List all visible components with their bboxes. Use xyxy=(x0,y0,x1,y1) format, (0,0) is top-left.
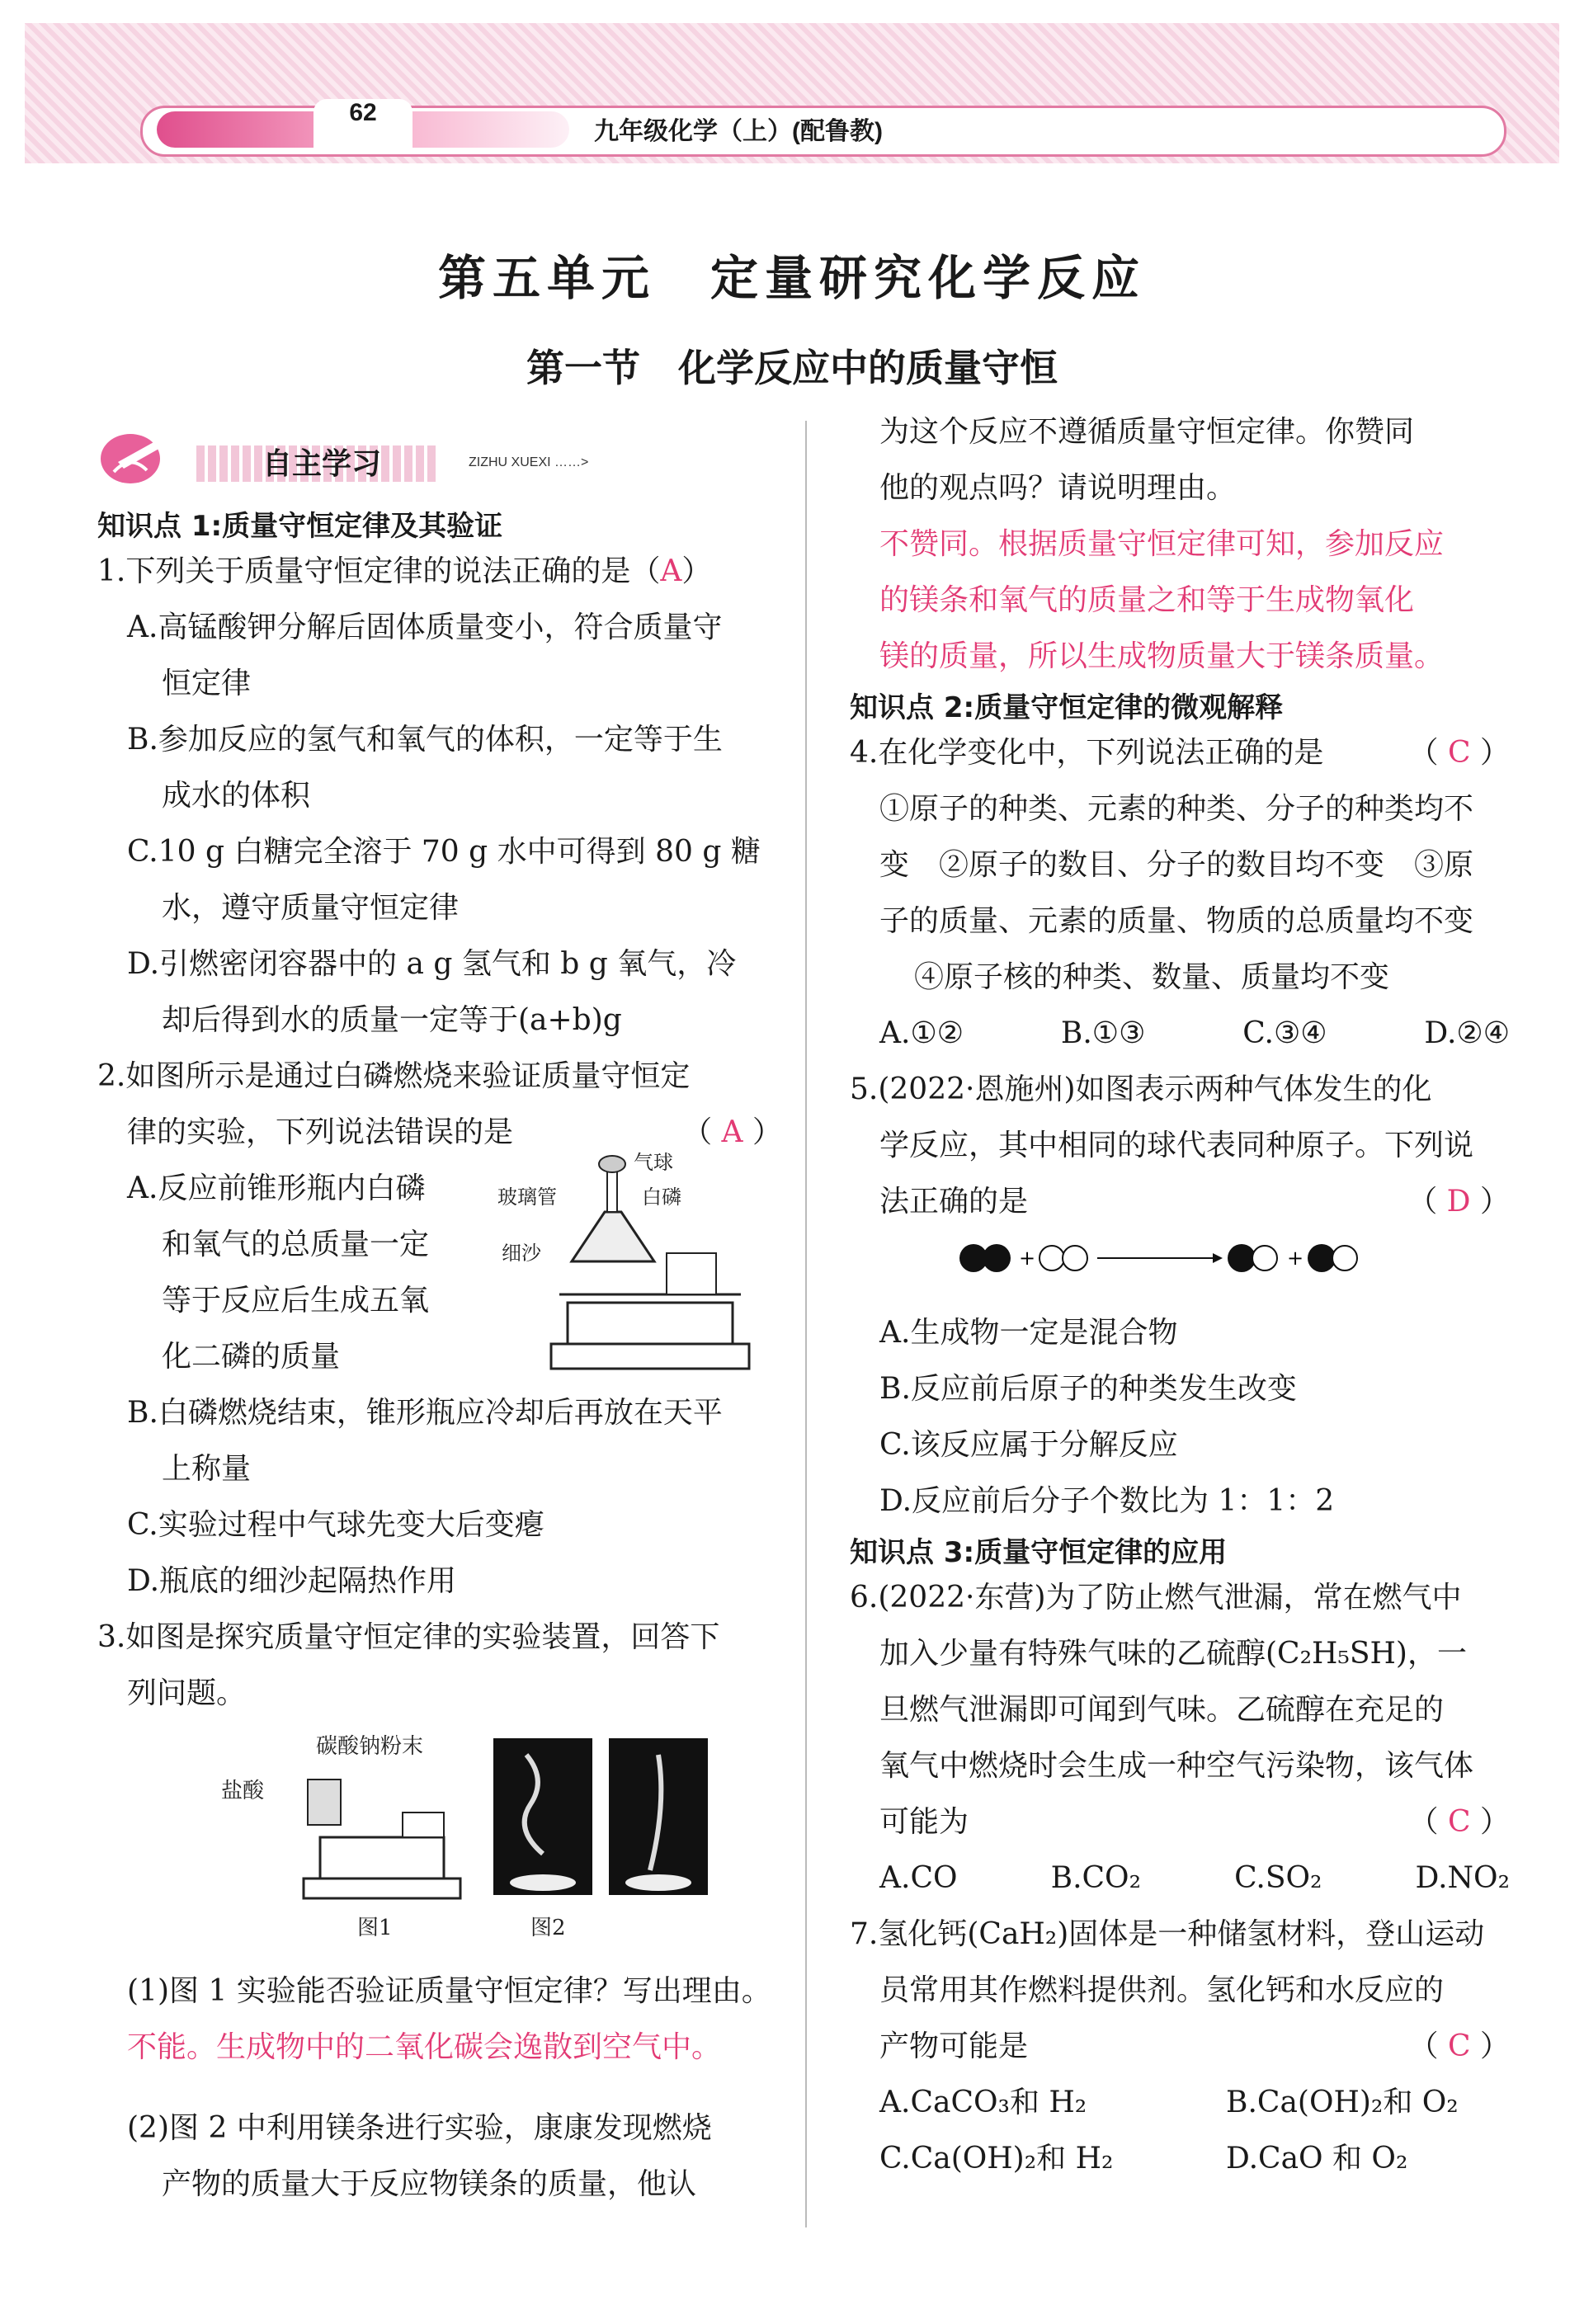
self-study-badge xyxy=(97,429,444,487)
q1-option-d: D.引燃密闭容器中的 a g 氢气和 b g 氧气，冷 xyxy=(127,947,737,981)
q7-options-cd: C.Ca(OH)₂和 H₂ D.CaO 和 O₂ xyxy=(879,2142,1408,2176)
q3-part1: (1)图 1 实验能否验证质量守恒定律？写出理由。 xyxy=(127,1974,771,2008)
label-sodium-carbonate: 碳酸钠粉末 xyxy=(316,1734,424,1759)
q5-option-d: D.反应前后分子个数比为 1：1：2 xyxy=(879,1484,1335,1518)
q3-part2-answer: 不赞同。根据质量守恒定律可知，参加反应 xyxy=(879,527,1445,561)
q7-answer: C xyxy=(1448,2029,1471,2063)
q1-option-b: B.参加反应的氢气和氧气的体积，一定等于生 xyxy=(127,723,723,757)
q3-part1-answer: 不能。生成物中的二氧化碳会逸散到空气中。 xyxy=(127,2030,722,2064)
unit-title: 第五单元 定量研究化学反应 xyxy=(437,250,1146,306)
q7-stem: 7.氢化钙(CaH₂)固体是一种储氢材料，登山运动 xyxy=(850,1917,1485,1951)
label-glass-tube: 玻璃管 xyxy=(497,1186,557,1209)
label-sand: 细沙 xyxy=(502,1242,541,1265)
q2-answer: A xyxy=(721,1115,743,1149)
q6-stem: 6.(2022·东营)为了防止燃气泄漏，常在燃气中 xyxy=(850,1581,1462,1615)
q3-part2: (2)图 2 中利用镁条进行实验，康康发现燃烧 xyxy=(127,2111,712,2145)
label-balloon: 气球 xyxy=(634,1151,673,1174)
label-hydrochloric-acid: 盐酸 xyxy=(221,1779,265,1803)
q5-option-a: A.生成物一定是混合物 xyxy=(879,1316,1178,1350)
q1-option-a: A.高锰酸钾分解后固体质量变小，符合质量守 xyxy=(127,610,723,644)
q2-option-d: D.瓶底的细沙起隔热作用 xyxy=(127,1564,457,1598)
q7-options-ab: A.CaCO₃和 H₂ B.Ca(OH)₂和 O₂ xyxy=(879,2086,1459,2119)
q3-figures xyxy=(97,1722,782,1945)
label-fig1: 图1 xyxy=(357,1916,393,1940)
q4-stem: 4.在化学变化中，下列说法正确的是 （ C ） xyxy=(850,736,1510,770)
book-title: 九年级化学（上）(配鲁教) xyxy=(594,118,883,145)
q5-stem: 5.(2022·恩施州)如图表示两种气体发生的化 xyxy=(850,1072,1432,1106)
molecule-reaction-diagram xyxy=(850,1230,1510,1286)
q2-option-c: C.实验过程中气球先变大后变瘪 xyxy=(127,1508,544,1542)
column-divider xyxy=(805,421,807,2227)
q4-options: A.①② B.①③ C.③④ D.②④ xyxy=(879,1016,1510,1050)
svg-text:+: + xyxy=(1287,1247,1304,1270)
label-white-phosphorus: 白磷 xyxy=(642,1186,681,1209)
q1-answer: A xyxy=(660,554,682,588)
left-column: 知识点 1:质量守恒定律及其验证 1.下列关于质量守恒定律的说法正确的是（A） A.高锰酸钾分解后固体质量变小，符合质量守 恒定律 B.参加反应的氢气和氧气的体积，一定等于生 成水的体积 C.10 g 白糖完全溶于 70 g 水中可得到 80 g 糖 水，遵守质量守恒定律 D.引燃密闭容器中的 a g 氢气和 b g 氧气，冷 却后得到水的质量一定等于(a+b)g 2.如图所示是通过白磷燃烧来验证质量守恒定 律的实验，下列说法错误的是 （ A ） A.反应前锥形瓶内白磷 和氧气的总质量一定 等于反应后生成五氧 化二磷的质量 气球 玻璃管 白磷 细沙 B.白磷燃烧结束，锥形瓶应冷却后再放在天平 上称量 C.实验过程中气球先变大后变瘪 D.瓶底的细沙起隔热作用 3.如图是探究质量守恒定律的实验装置，回答下 列问题。 碳酸钠粉末 盐酸 图1 图2 (1)图 1 实验能否验证质量守恒定律？写出理由。 不能。生成物中的二氧化碳会逸散到空气中。 (2)图 2 中利用镁条进行实验，康康发现燃烧 产物的质量大于反应物镁条的质量，他认 xyxy=(97,503,782,2213)
q1-option-c: C.10 g 白糖完全溶于 70 g 水中可得到 80 g 糖 xyxy=(127,835,761,869)
q2-block: A.反应前锥形瓶内白磷 和氧气的总质量一定 等于反应后生成五氧 化二磷的质量 气球 玻璃管 白磷 细沙 xyxy=(97,1161,782,1385)
knowledge-point-3: 知识点 3:质量守恒定律的应用 xyxy=(850,1536,1228,1569)
svg-text:+: + xyxy=(1019,1247,1036,1270)
right-column: 为这个反应不遵循质量守恒定律。你赞同 他的观点吗？请说明理由。 不赞同。根据质量守恒定律可知，参加反应 的镁条和氧气的质量之和等于生成物氧化 镁的质量，所以生成物质量大于镁条质量。 知识点 2:质量守恒定律的微观解释 4.在化学变化中，下列说法正确的是 （ C ） ①原子的种类、元素的种类、分子的种类均不 变 ②原子的数目、分子的数目均不变 ③原 子的质量、元素的质量、物质的总质量均不变 ④原子核的种类、数量、质量均不变 A.①② B.①③ C.③④ D.②④ 5.(2022·恩施州)如图表示两种气体发生的化 学反应，其中相同的球代表同种原子。下列说 法正确的是 （ D ） + + A.生成物一定是混合物 B.反应前后原子的种类发生改变 C.该反应属于分解反应 D.反应前后分子个数比为 1：1：2 知识点 3:质量守恒定律的应用 6.(2022·东营)为了防止燃气泄漏，常在燃气中 加入少量有特殊气味的乙硫醇(C₂H₅SH)，一 旦燃气泄漏即可闻到气味。乙硫醇在充足的 氧气中燃烧时会生成一种空气污染物，该气体 可能为 （ C ） A.CO B.CO₂ C.SO₂ D.NO₂ 7.氢化钙(CaH₂)固体是一种储氢材料，登山运动 员常用其作燃料提供剂。氢化钙和水反应的 产物可能是 （ C ） A.CaCO₃和 H₂ B.Ca(OH)₂和 O₂ C.Ca(OH)₂和 H₂ D.CaO 和 O₂ xyxy=(850,404,1510,2187)
q6-answer: C xyxy=(1448,1805,1471,1839)
q2-stem: 2.如图所示是通过白磷燃烧来验证质量守恒定 xyxy=(97,1059,691,1093)
badge-label: 自主学习 xyxy=(262,447,382,481)
knowledge-point-1: 知识点 1:质量守恒定律及其验证 xyxy=(97,510,503,543)
q2-option-b: B.白磷燃烧结束，锥形瓶应冷却后再放在天平 xyxy=(127,1396,723,1430)
knowledge-point-2: 知识点 2:质量守恒定律的微观解释 xyxy=(850,691,1284,724)
pen-icon xyxy=(97,429,188,487)
q3-stem: 3.如图是探究质量守恒定律的实验装置，回答下 xyxy=(97,1620,720,1654)
q6-options: A.CO B.CO₂ C.SO₂ D.NO₂ xyxy=(879,1861,1510,1895)
phosphorus-balance-figure xyxy=(497,1151,782,1377)
label-fig2: 图2 xyxy=(530,1916,566,1940)
badge-subtitle: ZIZHU XUEXI ……> xyxy=(469,455,589,469)
q4-answer: C xyxy=(1448,736,1471,770)
section-title: 第一节 化学反应中的质量守恒 xyxy=(526,346,1058,390)
page-number: 62 xyxy=(314,99,412,148)
q1-stem: 1.下列关于质量守恒定律的说法正确的是（A） xyxy=(97,554,712,588)
q2-option-a: A.反应前锥形瓶内白磷 xyxy=(127,1171,426,1205)
q5-answer: D xyxy=(1446,1185,1471,1219)
q5-option-c: C.该反应属于分解反应 xyxy=(879,1428,1178,1462)
q5-option-b: B.反应前后原子的种类发生改变 xyxy=(879,1372,1297,1406)
